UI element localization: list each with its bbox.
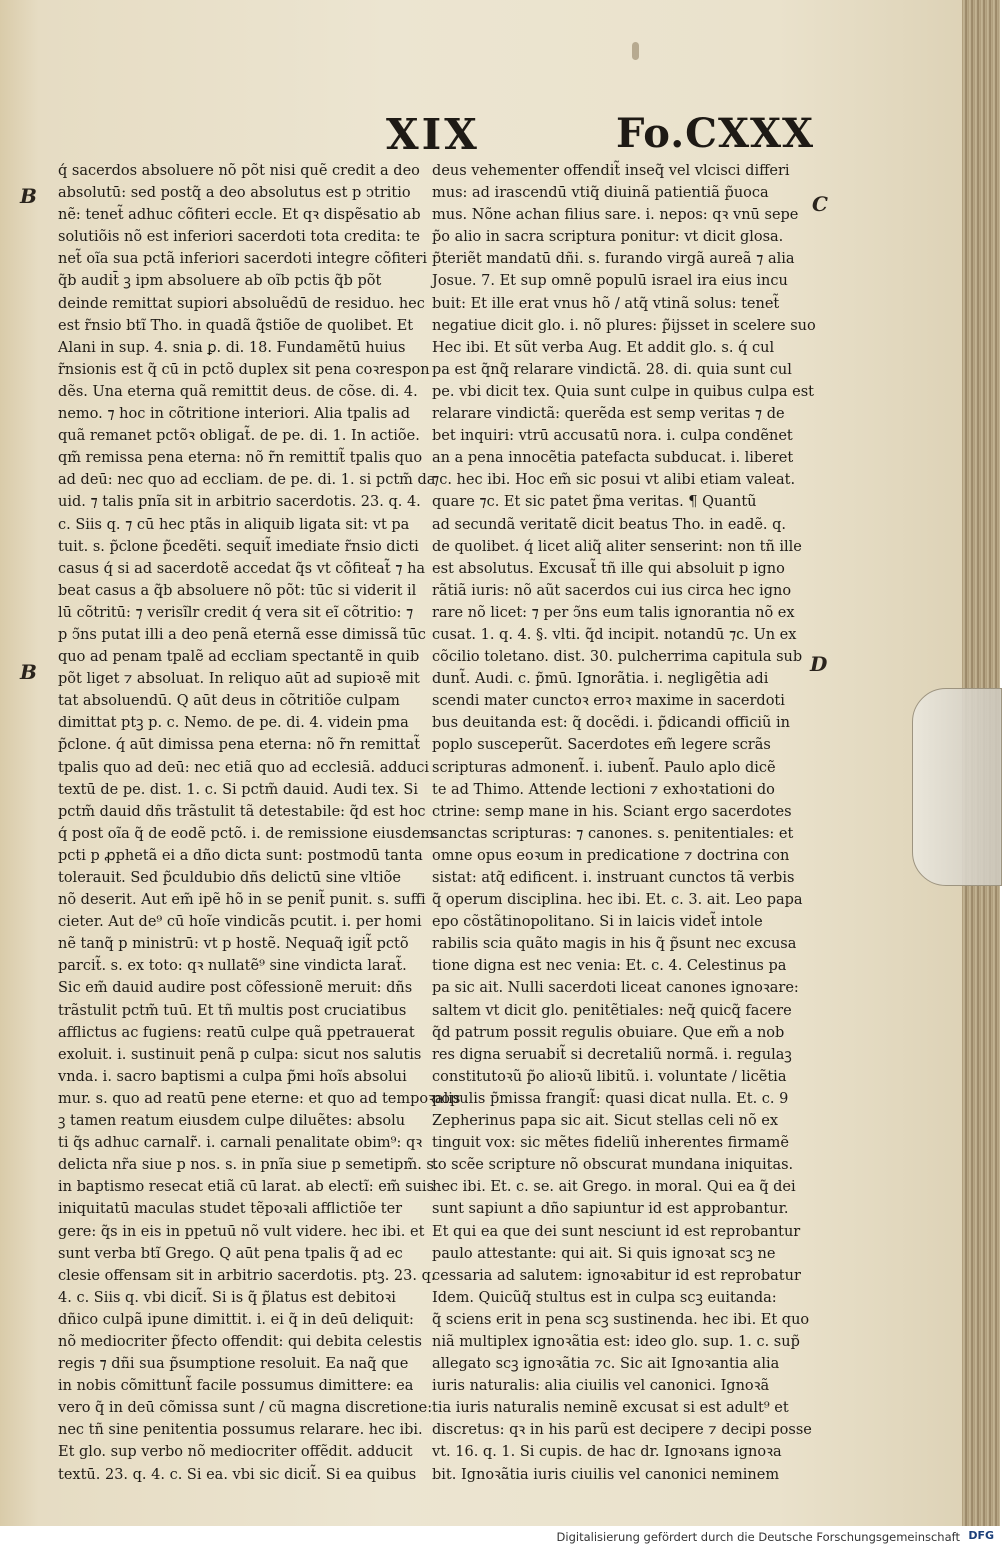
text-line: nẽ: tenet̃ adhuc cõfiteri eccle. Et qꝛ dispẽsatio ab — [58, 207, 421, 224]
text-line: p ↄ̃ns putat illi a deo penã eternã esse dimissã tūc — [58, 626, 426, 643]
text-line: qm̃ remissa pena eterna: nõ r̃n remittit̃ tpalis quo — [58, 450, 423, 467]
text-line: tolerauit. Sed p̃culdubio dñs delictū sine vltiõe — [58, 870, 401, 886]
text-line: tinguit vox: sic mẽtes fideliũ inherentes firmamẽ — [432, 1135, 789, 1152]
text-line: an a pena innocẽtia patefacta subducat. i. liberet — [432, 450, 794, 467]
text-line: niã multiplex ignoꝛãtia est: ideo glo. sup. 1. c. sup̃ — [432, 1333, 800, 1350]
text-line: textū de pe. dist. 1. c. Si pctm̃ dauid. Audi tex. Si — [58, 781, 418, 798]
text-line: q̃ sciens erit in pena scꝫ sustinenda. hec ibi. Et quo — [432, 1311, 810, 1328]
text-line: cõcilio toletano. dist. 30. pulcherrima capitula sub — [432, 649, 803, 666]
text-line: paulo attestante: qui ait. Si quis ignoꝛat scꝫ ne — [432, 1245, 776, 1262]
text-line: pa sic ait. Nulli sacerdoti liceat canones ignoꝛare: — [432, 980, 799, 997]
text-line: vt. 16. q. 1. Si cupis. de hac dr. Ignoꝛans ignoꝛa — [432, 1444, 782, 1461]
text-line: mur. s. quo ad reatū pene eterne: et quo ad tempoꝛalis — [58, 1090, 461, 1107]
text-line: tuit. s. p̃clone p̃cedẽti. sequit̃ imediate r̃nsio dicti — [58, 538, 419, 555]
text-line: sanctas scripturas: ⁊ canones. s. penitentiales: et — [432, 825, 794, 842]
margin-letter-c: C — [812, 192, 828, 216]
text-line: relarare vindictã: querẽda est semp veritas ⁊ de — [432, 406, 785, 423]
text-line: ctrine: semp mane in his. Sciant ergo sacerdotes — [432, 803, 792, 820]
text-line: quo ad penam tpalẽ ad eccliam spectantẽ in quib — [58, 649, 420, 666]
text-line: in nobis cõmittunt̃ facile possumus dimittere: ea — [58, 1378, 414, 1395]
text-line: vnda. i. sacro baptismi a culpa p̃mi hoĩs absolui — [58, 1068, 407, 1085]
text-line: nõ mediocriter p̃fecto offendit: qui debita celestis — [58, 1333, 423, 1350]
paper-clip-tab — [912, 688, 1002, 886]
text-line: p̃teriẽt mandatū dñi. s. furando virgã aureã ⁊ alia — [432, 251, 795, 268]
text-line: populis p̃missa frangit̃: quasi dicat nulla. Et. c. 9 — [432, 1090, 789, 1107]
text-line: Sic em̃ dauid audire post cõfessionẽ meruit: dñs — [58, 980, 413, 997]
text-line: bus deuitanda est: q̃ docẽdi. i. p̃dicandi officiũ in — [432, 715, 790, 732]
text-line: rabilis scia quãto magis in his q̃ p̃sunt nec excusa — [432, 936, 797, 953]
text-line: textū. 23. q. 4. c. Si ea. vbi sic dicit̃. Si ea quibus — [58, 1466, 417, 1483]
text-line: pctm̃ dauid dñs trãstulit tã detestabile: q̃d est hoc — [58, 803, 426, 820]
text-line: ad secundã veritatẽ dicit beatus Tho. in eadẽ. q. — [432, 516, 787, 533]
text-line: regis ⁊ dñi sua p̃sumptione resoluit. Ea naq̃ que — [58, 1356, 409, 1373]
digitization-credit: Digitalisierung gefördert durch die Deutsche Forschungsgemeinschaft — [556, 1530, 960, 1544]
text-line: Zepherinus papa sic ait. Sicut stellas celi nõ ex — [432, 1113, 779, 1130]
text-line: ⁊c. hec ibi. Hoc em̃ sic posui vt alibi etiam valeat. — [432, 472, 796, 489]
text-line: deinde remittat supiori absoluẽdū de residuo. hec — [58, 295, 425, 312]
text-line: scripturas admonent̃. i. iubent̃. Paulo aplo dicẽ — [432, 759, 776, 776]
text-line: sistat: atq̃ edificent. i. instruant cunctos tã verbis — [432, 870, 795, 886]
text-line: cusat. 1. q. 4. §. vlti. q̃d incipit. notandū ⁊c. Un ex — [432, 626, 797, 643]
text-line: buit: Et ille erat vnus hõ / atq̃ vtinã solus: tenet̃ — [432, 295, 780, 312]
text-line: Et qui ea que dei sunt nesciunt id est reprobantur — [432, 1223, 801, 1240]
text-line: tione digna est nec venia: Et. c. 4. Celestinus pa — [432, 958, 787, 975]
text-line: parcit̃. s. ex toto: qꝛ nullatẽ⁹ sine vindicta larat̃. — [58, 958, 407, 975]
text-line: q̃b audit̄ ꝫ ipm absoluere ab oĩb pctis q̃b põt — [58, 273, 382, 290]
text-line: dunt̃. Audi. c. p̃mū. Ignorãtia. i. negligẽtia adi — [432, 671, 769, 688]
dfg-logo: DFG — [968, 1529, 994, 1542]
text-line: de quolibet. q́ licet aliq̃ aliter senserint: non tñ ille — [432, 538, 802, 555]
text-line: dẽs. Una eterna quã remittit deus. de cõse. di. 4. — [58, 383, 418, 400]
text-line: ti q̃s adhuc carnalr̃. i. carnali penalitate obim⁹: qꝛ — [58, 1135, 423, 1152]
text-line: bit. Ignoꝛãtia iuris ciuilis vel canonici neminem — [432, 1466, 780, 1483]
text-line: vero q̃ in deū cõmissa sunt / cũ magna discretione: — [58, 1400, 433, 1417]
text-line: iniquitatū maculas studet tẽpoꝛali afflictiõe ter — [58, 1201, 403, 1218]
text-line: pe. vbi dicit tex. Quia sunt culpe in quibus culpa est — [432, 383, 814, 400]
text-line: Idem. Quicũq̃ stultus est in culpa scꝫ euitanda: — [432, 1289, 777, 1306]
text-line: Hec ibi. Et sũt verba Aug. Et addit glo. s. q́ cul — [432, 339, 775, 356]
text-line: nõ deserit. Aut em̃ ipẽ hõ in se penit̃ punit. s. suffi — [58, 892, 426, 909]
text-line: lū cõtritū: ⁊ verisĩlr credit q́ vera sit eĩ cõtritio: ⁊ — [58, 604, 414, 621]
text-line: põt liget ⁊ absoluat. In reliquo aūt ad supioꝛẽ mit — [58, 671, 420, 688]
text-line: saltem vt dicit glo. penitẽtiales: neq̃ quicq̃ facere — [432, 1002, 792, 1019]
text-line: constitutoꝛũ p̃o alioꝛũ libitũ. i. voluntate / licẽtia — [432, 1068, 787, 1085]
text-line: clesie offensam sit in arbitrio sacerdotis. ptꝫ. 23. q. — [58, 1267, 436, 1284]
text-line: beat casus a q̃b absoluere nõ põt: tūc si viderit il — [58, 582, 417, 599]
text-line: q́ post oĩa q̃ de eodẽ pctõ. i. de remissione eiusdem — [58, 825, 435, 842]
text-line: est r̃nsio btĩ Tho. in quadã q̃stiõe de quolibet. Et — [58, 317, 414, 334]
text-line: rare nõ licet: ⁊ per ↄ̃ns eum talis ignorantia nõ ex — [432, 604, 795, 621]
text-line: sunt sapiunt a dño sapiuntur id est approbantur. — [432, 1201, 789, 1218]
text-line: tat absoluendū. Q aūt deus in cõtritiõe culpam — [58, 693, 400, 710]
text-line: quã remanet pctõꝛ obligat̃. de pe. di. 1. In actiõe. — [58, 428, 420, 445]
text-line: afflictus ac fugiens: reatū culpe quã ppetrauerat — [58, 1024, 415, 1041]
text-line: nec tñ sine penitentia possumus relarare. hec ibi. — [58, 1422, 423, 1439]
text-line: nemo. ⁊ hoc in cõtritione interiori. Alia tpalis ad — [58, 406, 411, 423]
text-line: 4. c. Siis q. vbi dicit̃. Si is q̃ p̃latus est debitoꝛi — [58, 1289, 396, 1306]
text-line: dimittat ptꝫ p. c. Nemo. de pe. di. 4. videin pma — [58, 715, 409, 732]
text-line: q́ sacerdos absoluere nõ põt nisi quẽ credit a deo — [58, 163, 420, 179]
text-line: q̃d patrum possit regulis obuiare. Que em̃ a nob — [432, 1024, 785, 1041]
running-head: XIX — [386, 110, 480, 159]
text-line: negatiue dicit glo. i. nõ plures: p̃ijsset in scelere suo — [432, 317, 816, 334]
text-line: uid. ⁊ talis pnĩa sit in arbitrio sacerdotis. 23. q. 4. — [58, 494, 421, 511]
text-line: delicta nr̃a siue p nos. s. in pnĩa siue p semetipm̃. s. — [58, 1157, 439, 1174]
text-line: hec ibi. Et. c. se. ait Grego. in moral. Qui ea q̃ dei — [432, 1179, 796, 1196]
text-line: in baptismo resecat etiã cū larat. ab electĩ: em̃ suis — [58, 1179, 435, 1196]
text-line: tpalis quo ad deū: nec etiã quo ad ecclesiã. adduci — [58, 759, 430, 776]
text-line: pa est q̃nq̃ relarare vindictã. 28. di. quia sunt cul — [432, 361, 792, 378]
text-line: c. Siis q. ⁊ cū hec ptãs in aliquib ligata sit: vt pa — [58, 516, 410, 533]
text-line: ꝫ tamen reatum eiusdem culpe diluẽtes: absolu — [58, 1113, 406, 1130]
margin-letter-b-bottom: B — [20, 660, 37, 684]
text-line: dñico culpã ipune dimittit. i. ei q̃ in deū deliquit: — [58, 1311, 414, 1328]
text-line: poplo susceperũt. Sacerdotes em̃ legere scrãs — [432, 737, 771, 754]
text-line: nẽ tanq̃ p ministrū: vt p hostẽ. Nequaq̃ igit̃ pctõ — [58, 936, 409, 953]
text-line: trãstulit pctm̃ tuū. Et tñ multis post cruciatibus — [58, 1002, 407, 1019]
text-line: p̃clone. q́ aūt dimissa pena eterna: nõ r̃n remittat̃ — [58, 737, 421, 754]
text-line: quare ⁊c. Et sic patet p̃ma veritas. ¶ Quantũ — [432, 494, 757, 511]
text-line: res digna seruabit̃ si decretaliũ normã. i. regulaꝫ — [432, 1046, 792, 1063]
text-line: pcti p ꝓphetã ei a dño dicta sunt: postmodū tanta — [58, 847, 423, 864]
text-line: gere: q̃s in eis in ppetuū nõ vult videre. hec ibi. et — [58, 1223, 425, 1240]
text-line: Alani in sup. 4. snia ꝑ. di. 18. Fundamẽtū huius — [58, 339, 406, 356]
text-line: bet inquiri: vtrū accusatū nora. i. culpa condẽnet — [432, 428, 793, 445]
text-line: rãtiã iuris: nõ aũt sacerdos cui ius circa hec igno — [432, 582, 792, 599]
text-column-left — [58, 160, 461, 1486]
text-line: est absolutus. Excusat̃ tñ ille qui absoluit p igno — [432, 560, 785, 577]
text-line: to scẽe scripture nõ obscurat mundana iniquitas. — [432, 1157, 794, 1174]
text-line: ad deū: nec quo ad eccliam. de pe. di. 1. si pctm̃ da — [58, 472, 436, 489]
text-line: mus. Nõne achan filius sare. i. nepos: qꝛ vnū sepe — [432, 207, 799, 224]
text-line: p̃o alio in sacra scriptura ponitur: vt dicit glosa. — [432, 229, 784, 246]
text-line: Josue. 7. Et sup omnẽ populū israel ira eius incu — [432, 273, 788, 290]
text-line: exoluit. i. sustinuit penã p culpa: sicut nos salutis — [58, 1046, 422, 1063]
margin-letter-d: D — [810, 652, 828, 676]
text-line: discretus: qꝛ in his parũ est decipere ⁊ decipi posse — [432, 1422, 812, 1439]
text-line: net̃ oĩa sua pctã inferiori sacerdoti integre cõfiteri — [58, 251, 427, 268]
text-line: casus q́ si ad sacerdotẽ accedat q̃s vt cõfiteat̃ ⁊ ha — [58, 560, 426, 577]
text-line: scendi mater cunctoꝛ erroꝛ maxime in sacerdoti — [432, 693, 785, 710]
text-line: cieter. Aut de⁹ cū hoĩe vindicãs pcutit. i. per homi — [58, 914, 422, 931]
text-line: tia iuris naturalis neminẽ excusat si est adult⁹ et — [432, 1400, 789, 1417]
text-line: iuris naturalis: alia ciuilis vel canonici. Ignoꝛã — [432, 1378, 770, 1395]
text-line: deus vehementer offendit̃ inseq̃ vel vlcisci differi — [432, 163, 790, 179]
text-line: epo cõstãtinopolitano. Si in laicis videt̃ intole — [432, 914, 763, 931]
text-line: mus: ad irascendū vtiq̃ diuinã patientiã p̃uoca — [432, 185, 769, 202]
text-column-right — [432, 160, 816, 1486]
text-line: Et glo. sup verbo nõ mediocriter offẽdit. adducit — [58, 1444, 413, 1461]
ink-blot — [632, 42, 639, 60]
text-line: cessaria ad salutem: ignoꝛabitur id est reprobatur — [432, 1267, 801, 1284]
text-line: solutiõis nõ est inferiori sacerdoti tota credita: te — [58, 229, 420, 246]
text-line: r̃nsionis est q̃ cū in pctõ duplex sit pena coꝛrespon — [58, 361, 430, 378]
text-line: omne opus eoꝛum in predicatione ⁊ doctrina con — [432, 847, 790, 864]
text-line: absolutū: sed postq̃ a deo absolutus est p ↄtritio — [58, 185, 411, 202]
margin-letter-b-top: B — [20, 184, 37, 208]
text-line: te ad Thimo. Attende lectioni ⁊ exhoꝛtationi do — [432, 781, 775, 798]
folio-number: Fo.CXXX — [616, 110, 815, 157]
text-line: q̃ operum disciplina. hec ibi. Et. c. 3. ait. Leo papa — [432, 892, 803, 909]
text-line: allegato scꝫ ignoꝛãtia ⁊c. Sic ait Ignoꝛantia alia — [432, 1356, 780, 1373]
text-line: sunt verba btĩ Grego. Q aūt pena tpalis q̃ ad ec — [58, 1245, 403, 1262]
